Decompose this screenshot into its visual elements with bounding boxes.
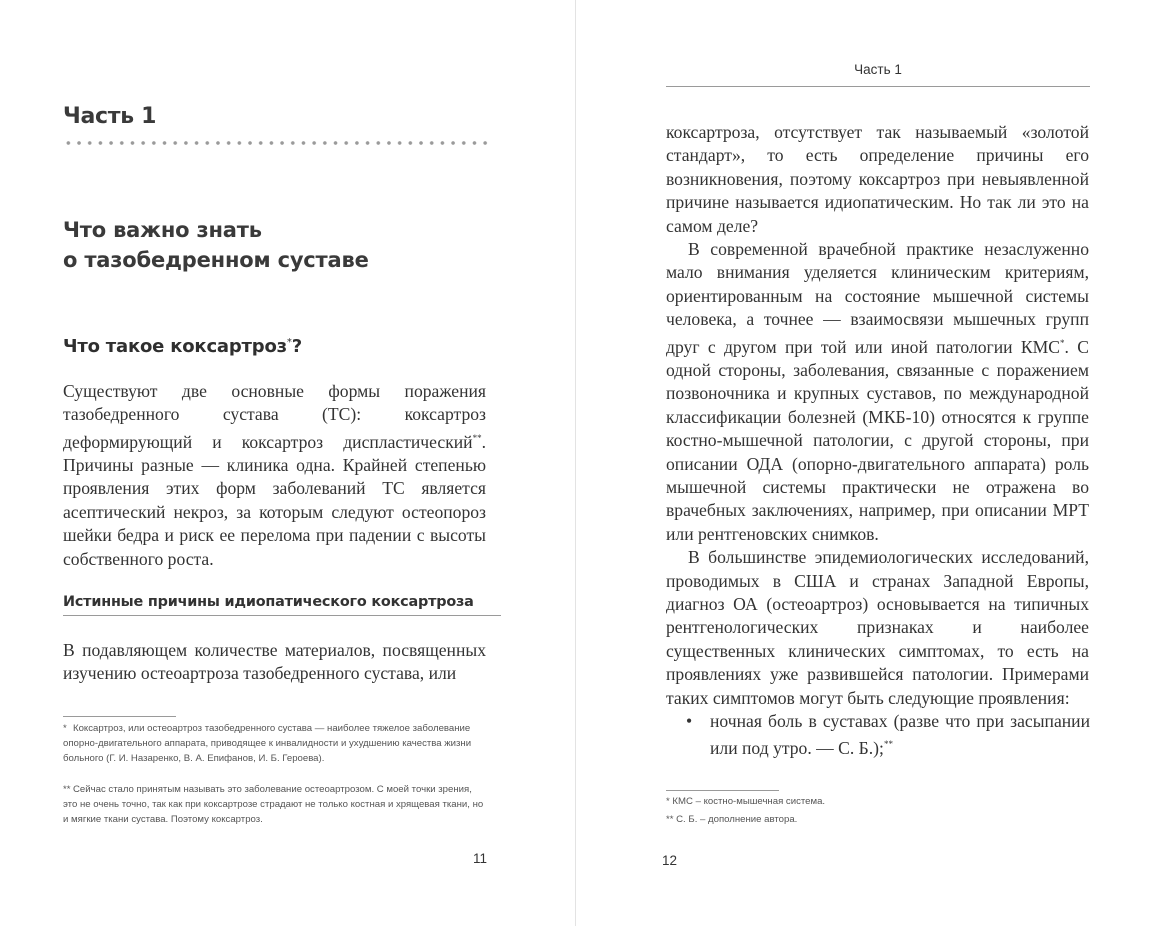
paragraph-3: В большинстве эпидемиологических исследований, проводимых в США и странах Западной Европы, диагноз ОА (остеоартроз) основывается на типичных рентгенологических признаках и наиболее существенных клинических симптомах, то есть на проявлениях уже развившейся патологии. Примерами таких симптомов могут быть следующие проявления: bbox=[666, 547, 1089, 708]
footnote-right-2: ** С. Б. – дополнение автора. bbox=[666, 814, 798, 825]
paragraph-2 bbox=[666, 238, 1089, 546]
footnote-1 bbox=[63, 721, 486, 766]
bullet-icon: • bbox=[686, 711, 693, 731]
footnote-1-mark: * bbox=[63, 723, 67, 734]
chapter-title-line1: Что важно знать bbox=[63, 218, 262, 242]
footnote-2 bbox=[63, 782, 486, 827]
part-title: Часть 1 bbox=[63, 104, 157, 129]
footnote-rule-right bbox=[666, 790, 779, 791]
section-title bbox=[63, 336, 302, 357]
dotted-divider bbox=[63, 140, 488, 146]
footnote-right-1: * КМС – костно-мышечная система. bbox=[666, 796, 826, 807]
list-item bbox=[686, 710, 1090, 761]
chapter-title-line2: о тазобедренном суставе bbox=[63, 248, 369, 272]
intro-paragraph bbox=[63, 380, 486, 571]
page-number-left: 11 bbox=[473, 851, 488, 866]
footnote-rule bbox=[63, 716, 176, 717]
right-page bbox=[576, 0, 1150, 926]
running-head: Часть 1 bbox=[666, 62, 1090, 87]
intro-text-1: Существуют две основные формы поражения тазобедренного сустава (ТС): коксартроз деформирующий и коксартроз диспластический bbox=[63, 381, 486, 452]
list-item-footnote-mark: ** bbox=[883, 739, 893, 750]
subsection-text: В подавляющем количестве материалов, посвященных изучению остеоартроза тазобедренного сустава, или bbox=[63, 640, 486, 684]
page-number-right: 12 bbox=[662, 853, 678, 868]
symptom-list bbox=[686, 710, 1090, 761]
list-item-text: ночная боль в суставах (разве что при засыпании или под утро. — С. Б.); bbox=[710, 711, 1090, 759]
footnote-2-text: Сейчас стало принятым называть это заболевание остеоартрозом. С моей точки зрения, это не очень точно, так как при коксартрозе страдают не только костная и хрящевая ткани, но и мягкие ткани сустава. Поэтому коксартроз. bbox=[63, 784, 484, 825]
chapter-title bbox=[63, 215, 369, 275]
section-title-end: ? bbox=[291, 336, 302, 357]
intro-footnote-mark: ** bbox=[472, 432, 482, 443]
section-title-text: Что такое коксартроз bbox=[63, 336, 287, 357]
subsection-title: Истинные причины идиопатического коксартроза bbox=[63, 594, 501, 616]
paragraph-2-text-a: В современной врачебной практике незаслуженно мало внимания уделяется клиническим критериям, ориентированным на состояние мышечной системы человека, а точнее — взаимосвязи мышечных групп друг с другом при той или иной патологии КМС bbox=[666, 239, 1089, 357]
footnote-1-text: Коксартроз, или остеоартроз тазобедренного сустава — наиболее тяжелое заболевание опорно-двигательного аппарата, приводящее к инвалидности и ухудшению качества жизни больного (Г. И. Назаренко, В. А. Епифанов, И. Б. Героева). bbox=[63, 723, 472, 764]
footnote-2-mark: ** bbox=[63, 784, 71, 795]
paragraph-1: коксартроза, отсутствует так называемый «золотой стандарт», то есть определение причины его возникновения, поэтому коксартроз при невыявленной причине называется идиопатическим. Но так ли это на самом деле? bbox=[666, 122, 1089, 236]
section-title-footnote-mark: * bbox=[286, 337, 292, 348]
right-body-text bbox=[666, 121, 1089, 710]
paragraph-2-footnote-mark: * bbox=[1060, 337, 1065, 348]
intro-text-2: . Причины разные — клиника одна. Крайней степенью проявления этих форм заболеваний ТС является асептический некроз, за которым следуют остеопороз шейки бедра и риск ее перелома при падении с высоты собственного роста. bbox=[63, 431, 486, 569]
paragraph-2-text-b: . С одной стороны, заболевания, связанные с поражением позвоночника и крупных суставов, по международной классификации болезней (МКБ-10) относятся к группе костно-мышечной патологии, с другой стороны, при описании ОДА (опорно-двигательного аппарата) роль мышечной системы практически не отражена во врачебных заключениях, например, при описании МРТ или рентгеновских снимков. bbox=[666, 336, 1089, 544]
subsection-paragraph bbox=[63, 639, 486, 686]
